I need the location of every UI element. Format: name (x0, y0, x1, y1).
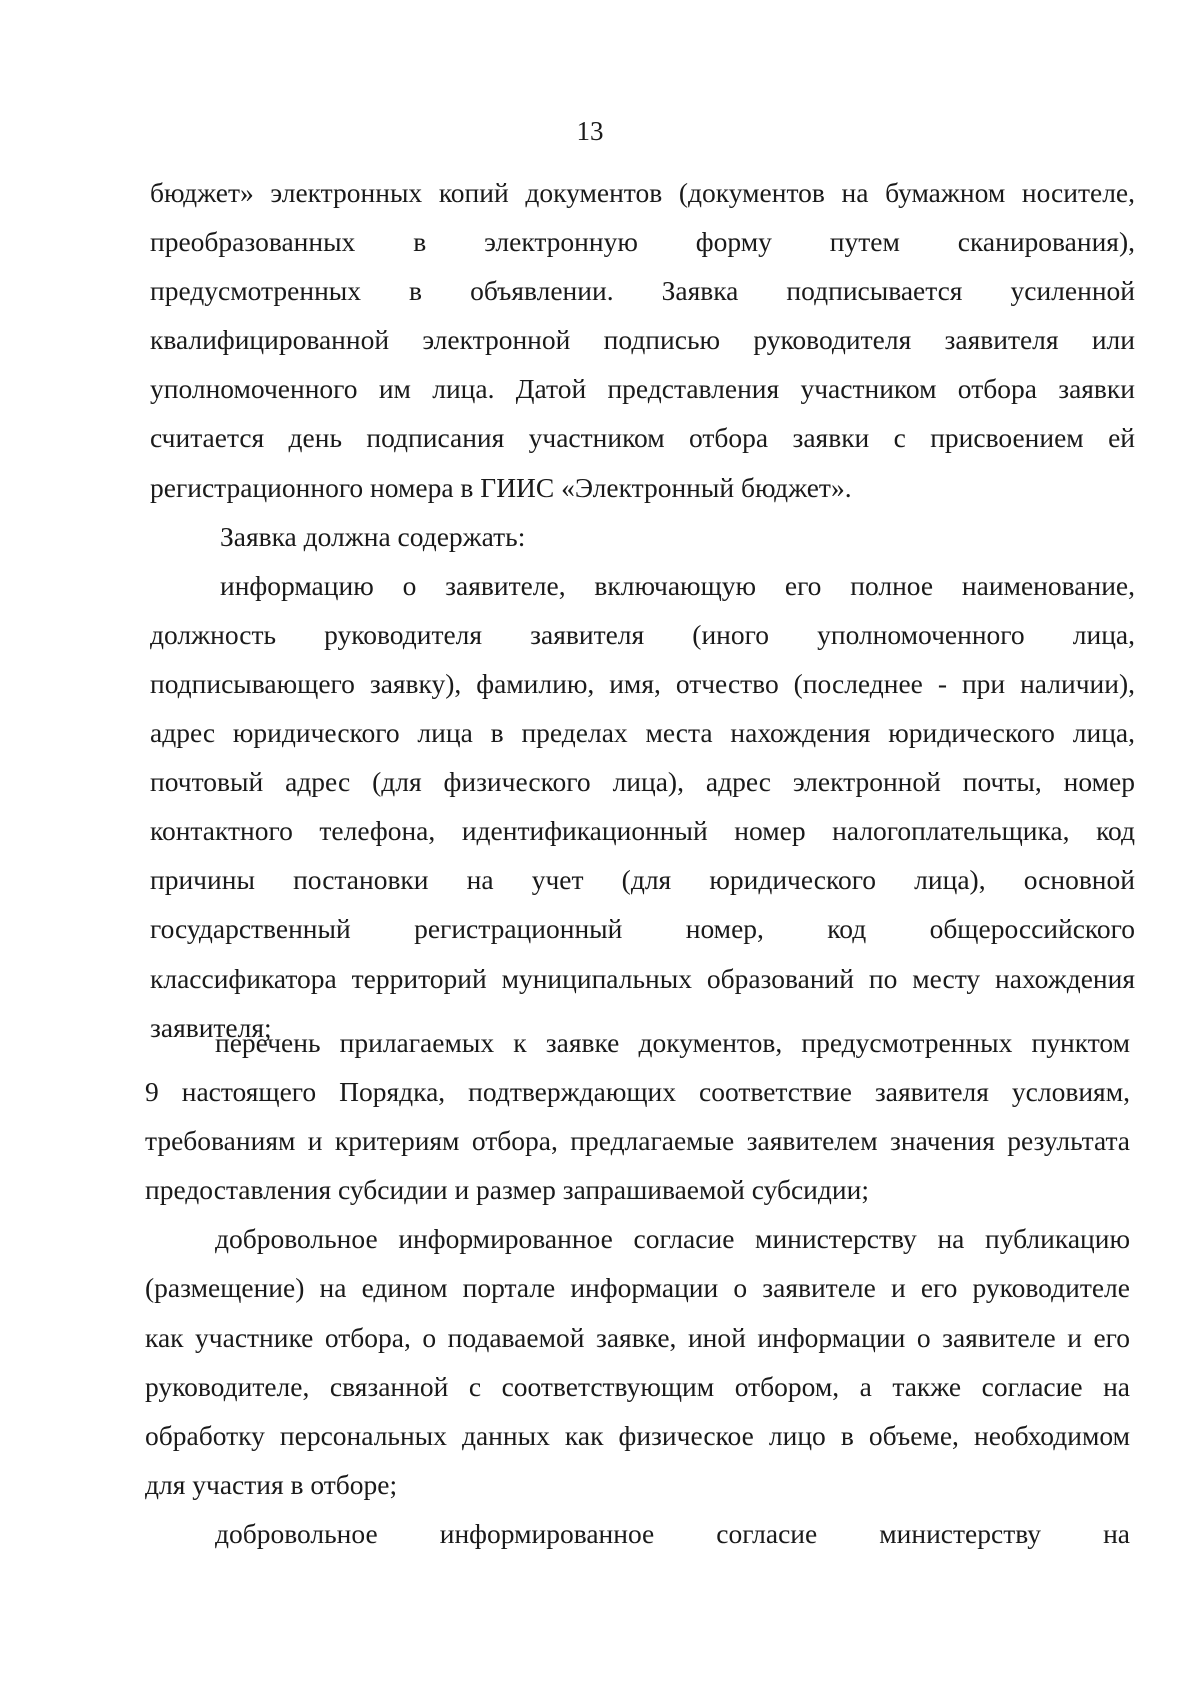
text-line: предоставления субсидии и размер запрашиваемой субсидии; (145, 1174, 869, 1206)
paragraph-application-contents-heading (150, 512, 1135, 561)
text-line: государственный регистрационный номер, код общероссийского (150, 913, 1135, 945)
text-line: перечень прилагаемых к заявке документов, предусмотренных пунктом (215, 1027, 1130, 1058)
text-line: регистрационного номера в ГИИС «Электронный бюджет». (150, 471, 852, 503)
text-line: подписывающего заявку), фамилию, имя, отчество (последнее - при наличии), (150, 667, 1135, 699)
text-line: добровольное информированное согласие министерству на (215, 1517, 1130, 1549)
paragraph-consent-continued (145, 1509, 1130, 1558)
text-line: адрес юридического лица в пределах места нахождения юридического лица, (150, 717, 1135, 749)
text-line: (размещение) на едином портале информации о заявителе и его руководителе (145, 1272, 1130, 1304)
text-line: контактного телефона, идентификационный номер налогоплательщика, код (150, 815, 1135, 847)
paragraph-applicant-info (150, 561, 1135, 1052)
text-line: руководителе, связанной с соответствующим отбором, а также согласие на (145, 1370, 1130, 1402)
page-number: 13 (576, 116, 604, 146)
text-line: почтовый адрес (для физического лица), адрес электронной почты, номер (150, 766, 1135, 798)
text-line: преобразованных в электронную форму путем сканирования), (150, 226, 1135, 258)
text-line: классификатора территорий муниципальных образований по месту нахождения (150, 962, 1135, 994)
document-body-upper (150, 168, 1135, 1052)
document-body-lower (145, 1018, 1130, 1558)
text-line: должность руководителя заявителя (иного уполномоченного лица, (150, 618, 1135, 650)
text-line: обработку персональных данных как физическое лицо в объеме, необходимом (145, 1419, 1130, 1451)
text-line: заявителя; (150, 1011, 272, 1043)
text-line: добровольное информированное согласие министерству на публикацию (215, 1223, 1130, 1255)
text-line: причины постановки на учет (для юридического лица), основной (150, 864, 1135, 896)
text-line: как участнике отбора, о подаваемой заявке, иной информации о заявителе и его (145, 1321, 1130, 1353)
text-line: Заявка должна содержать: (220, 520, 526, 552)
text-line: информацию о заявителе, включающую его полное наименование, (220, 569, 1135, 601)
text-line: бюджет» электронных копий документов (документов на бумажном носителе, (150, 177, 1135, 208)
text-line: считается день подписания участником отбора заявки с присвоением ей (150, 422, 1135, 454)
text-line: 9 настоящего Порядка, подтверждающих соответствие заявителя условиям, (145, 1076, 1130, 1108)
paragraph-publication-consent (145, 1214, 1130, 1509)
text-line: требованиям и критериям отбора, предлагаемые заявителем значения результата (145, 1125, 1130, 1157)
paragraph-attached-documents (145, 1018, 1130, 1214)
text-line: для участия в отборе; (145, 1468, 398, 1500)
text-line: уполномоченного им лица. Датой представления участником отбора заявки (150, 373, 1135, 405)
paragraph-submission-signing (150, 168, 1135, 512)
text-line: предусмотренных в объявлении. Заявка подписывается усиленной (150, 275, 1135, 307)
text-line: квалифицированной электронной подписью руководителя заявителя или (150, 324, 1135, 356)
